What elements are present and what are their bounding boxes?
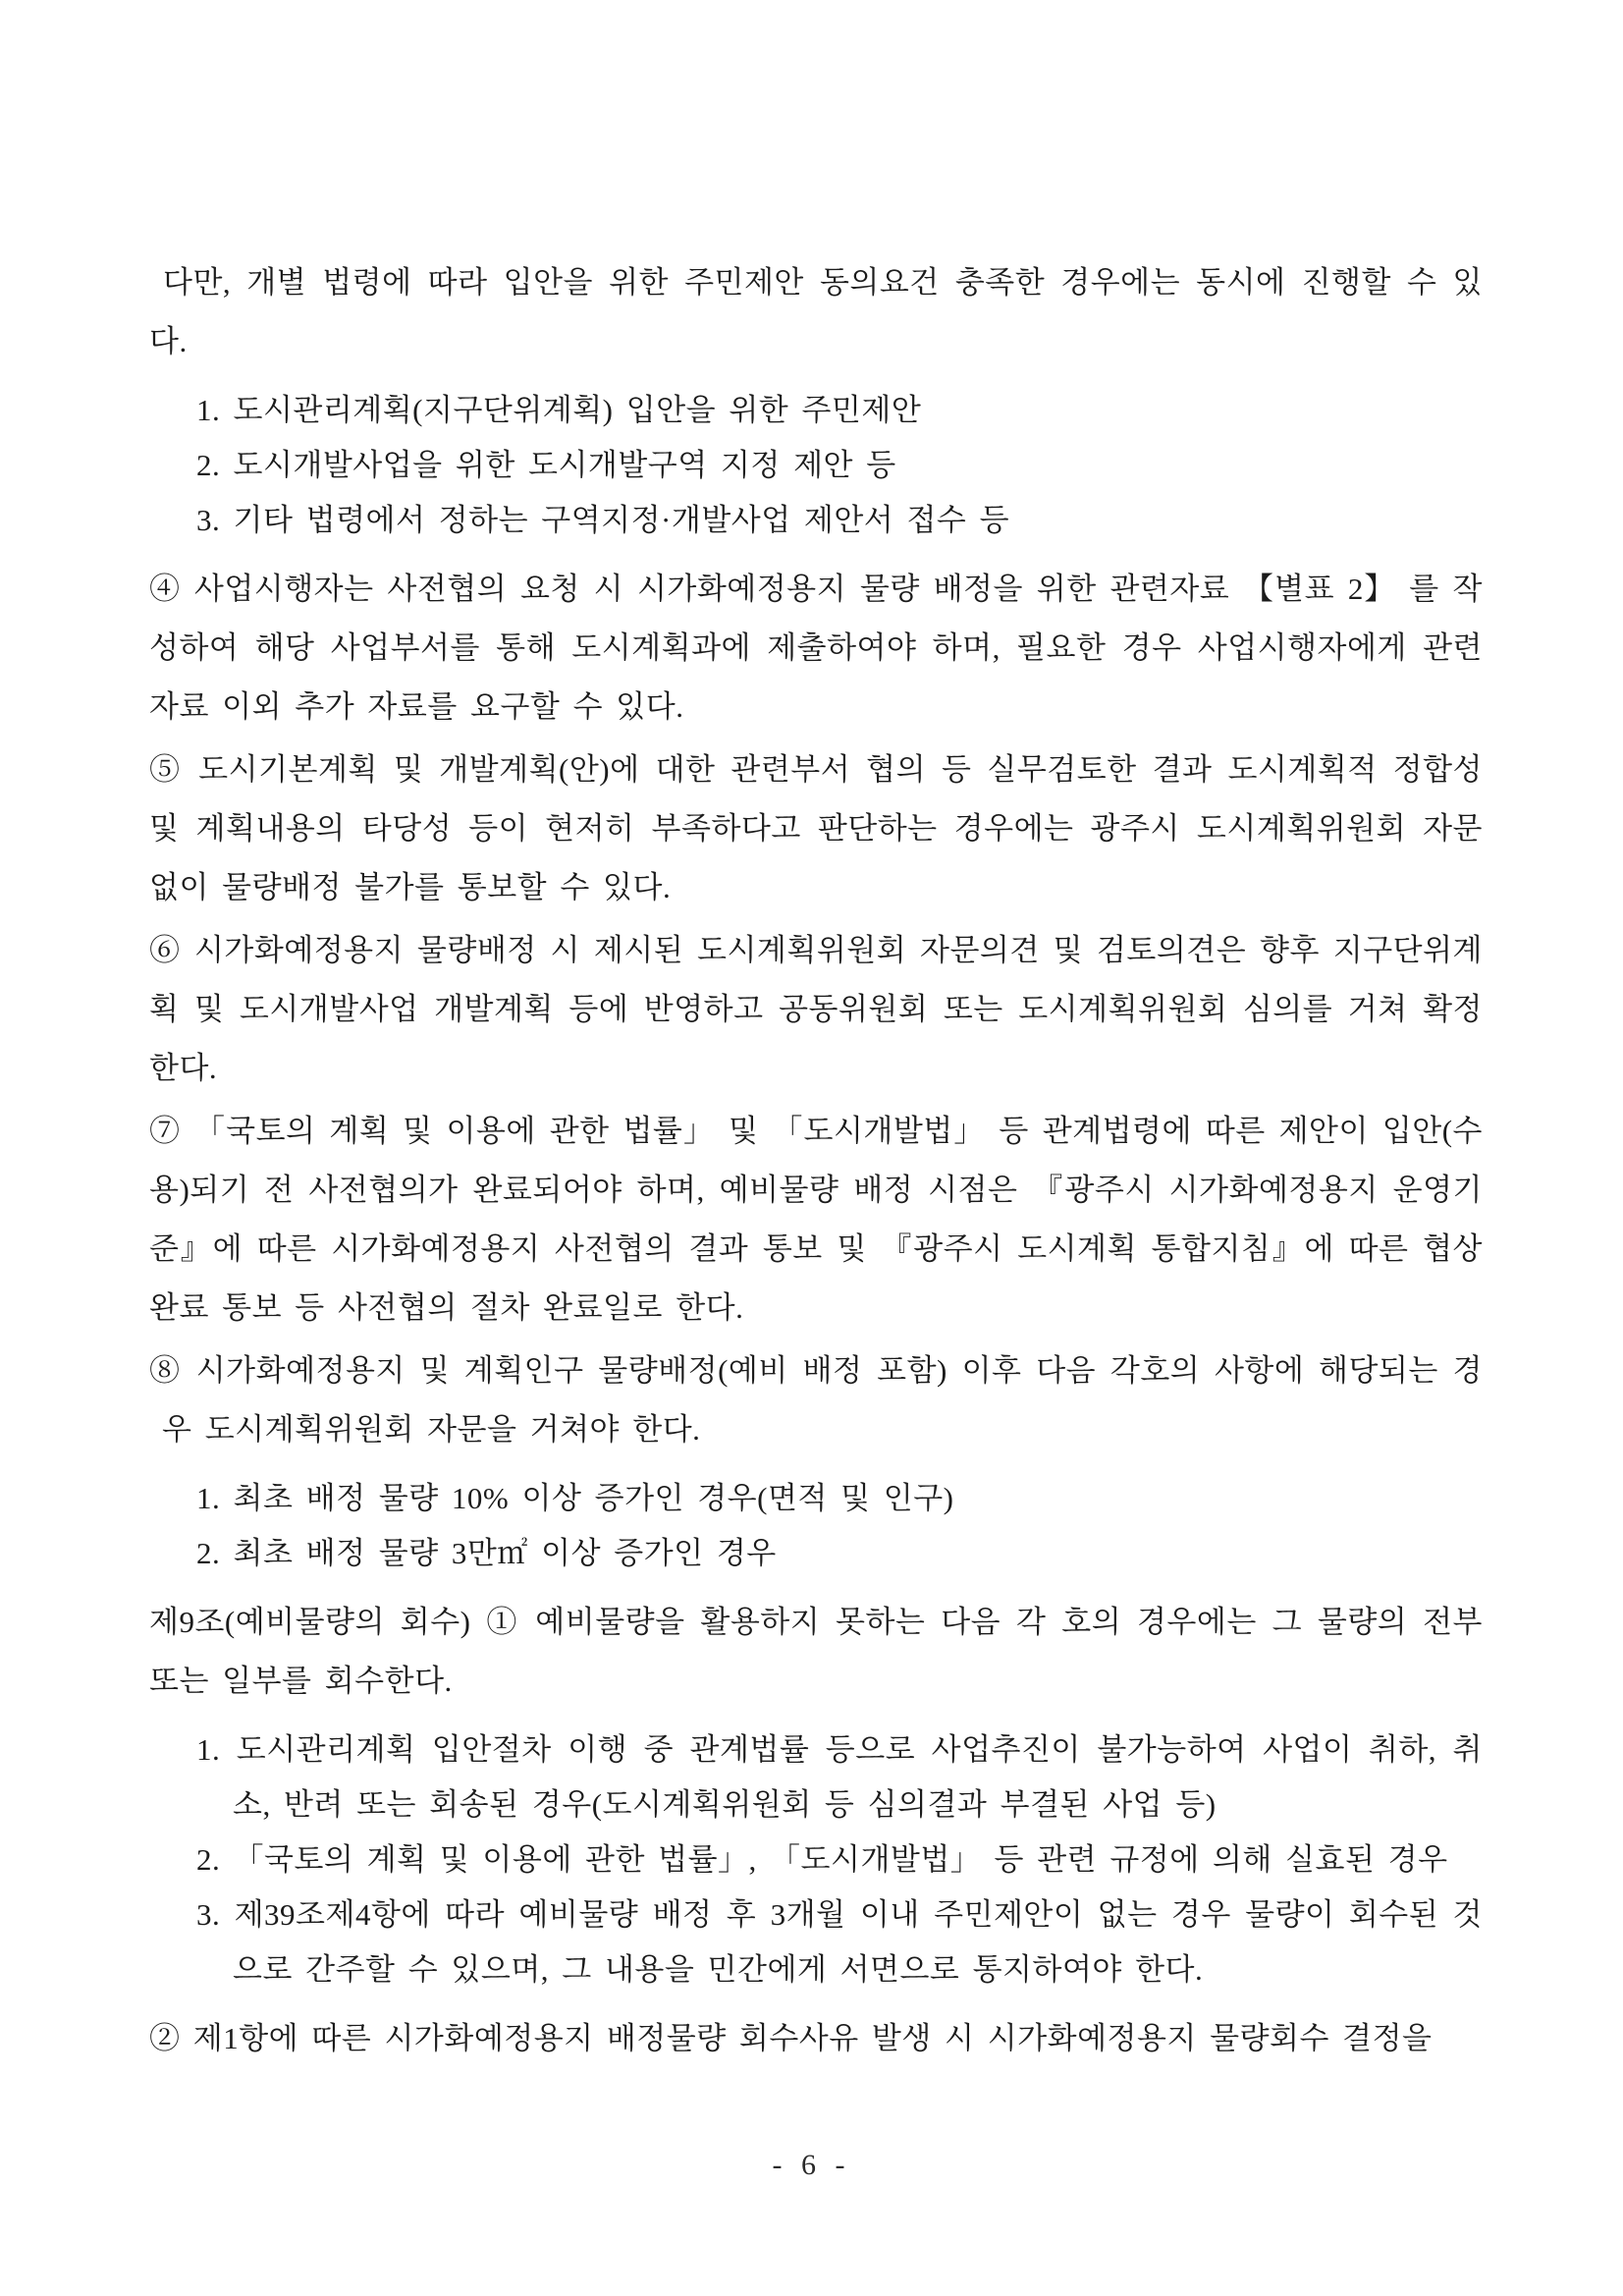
paragraph-proviso: 다만, 개별 법령에 따라 입안을 위한 주민제안 동의요건 충족한 경우에는 동시에 진행할 수 있다. [149, 265, 1483, 358]
paragraph-clause-4: ④ 사업시행자는 사전협의 요청 시 시가화예정용지 물량 배정을 위한 관련자료 【별표 2】 를 작성하여 해당 사업부서를 통해 도시계획과에 제출하여야 하며, 필요한 경우 사업시행자에게 관련 자료 이외 추가 자료를 요구할 수 있다. [149, 572, 1483, 724]
list-item-increase-2: 2. 최초 배정 물량 3만㎡ 이상 증가인 경우 [196, 1536, 777, 1570]
paragraph-clause-5: ⑤ 도시기본계획 및 개발계획(안)에 대한 관련부서 협의 등 실무검토한 결과 도시계획적 정합성 및 계획내용의 타당성 등이 현저히 부족하다고 판단하는 경우에는 광주시 도시계획위원회 자문 없이 물량배정 불가를 통보할 수 있다. [149, 752, 1483, 904]
list-item-proposal-2: 2. 도시개발사업을 위한 도시개발구역 지정 제안 등 [196, 448, 896, 482]
paragraph-clause-8: ⑧ 시가화예정용지 및 계획인구 물량배정(예비 배정 포함) 이후 다음 각호의 사항에 해당되는 경우 도시계획위원회 자문을 거쳐야 한다. [149, 1353, 1483, 1447]
increase-case-list [149, 1471, 1483, 1581]
list-item-recovery-3: 3. 제39조제4항에 따라 예비물량 배정 후 3개월 이내 주민제안이 없는 경우 물량이 회수된 것으로 간주할 수 있으며, 그 내용을 민간에게 서면으로 통지하여야 한다. [196, 1897, 1483, 1987]
list-item-recovery-2: 2. 「국토의 계획 및 이용에 관한 법률」, 「도시개발법」 등 관련 규정에 의해 실효된 경우 [196, 1842, 1448, 1877]
paragraph-article-9: 제9조(예비물량의 회수) ① 예비물량을 활용하지 못하는 다음 각 호의 경우에는 그 물량의 전부 또는 일부를 회수한다. [149, 1605, 1483, 1698]
list-item-proposal-3: 3. 기타 법령에서 정하는 구역지정·개발사업 제안서 접수 등 [196, 503, 1010, 537]
list-item-proposal-1: 1. 도시관리계획(지구단위계획) 입안을 위한 주민제안 [196, 393, 922, 427]
paragraph-clause-2-recovery: ② 제1항에 따른 시가화예정용지 배정물량 회수사유 발생 시 시가화예정용지 물량회수 결정을 [149, 2021, 1433, 2055]
list-item-recovery-1: 1. 도시관리계획 입안절차 이행 중 관계법률 등으로 사업추진이 불가능하여 사업이 취하, 취소, 반려 또는 회송된 경우(도시계획위원회 등 심의결과 부결된 사업 등) [196, 1732, 1483, 1822]
page-number: - 6 - [772, 2149, 851, 2181]
proposal-type-list [149, 383, 1483, 548]
paragraph-clause-6: ⑥ 시가화예정용지 물량배정 시 제시된 도시계획위원회 자문의견 및 검토의견은 향후 지구단위계획 및 도시개발사업 개발계획 등에 반영하고 공동위원회 또는 도시계획위원회 심의를 거쳐 확정한다. [149, 933, 1483, 1085]
recovery-case-list [149, 1722, 1483, 1997]
document-content [149, 253, 1483, 2068]
list-item-increase-1: 1. 최초 배정 물량 10% 이상 증가인 경우(면적 및 인구) [196, 1481, 954, 1515]
page-footer [0, 2149, 1623, 2182]
paragraph-clause-7: ⑦ 「국토의 계획 및 이용에 관한 법률」 및 「도시개발법」 등 관계법령에 따른 제안이 입안(수용)되기 전 사전협의가 완료되어야 하며, 예비물량 배정 시점은 『광주시 시가화예정용지 운영기준』에 따른 시가화예정용지 사전협의 결과 통보 및 『광주시 도시계획 통합지침』에 따른 협상완료 통보 등 사전협의 절차 완료일로 한다. [149, 1114, 1483, 1325]
